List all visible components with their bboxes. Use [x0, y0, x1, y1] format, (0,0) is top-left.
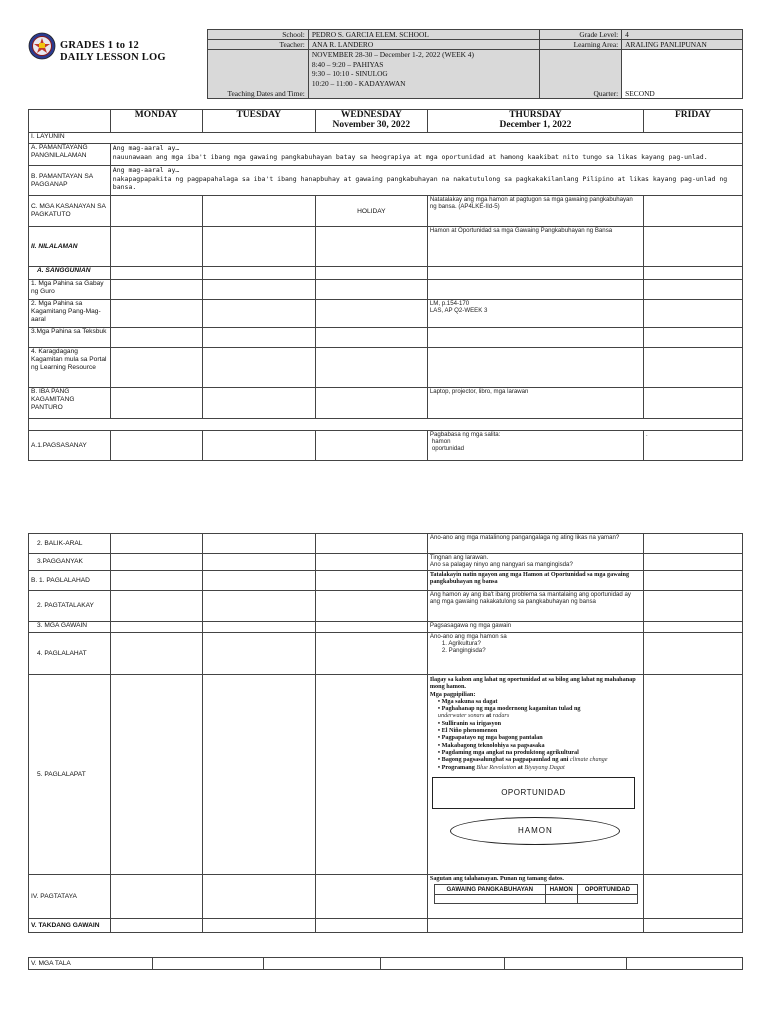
row-label-balik-aral: 2. BALIK-ARAL	[29, 534, 111, 554]
row-label-pagtatalakay: 2. PAGTATALAKAY	[29, 591, 111, 622]
cell-wednesday	[315, 388, 427, 419]
cell-friday	[643, 571, 742, 591]
pagtataya-cell	[577, 895, 637, 904]
cell-monday	[110, 554, 202, 571]
lesson-log-table-bottom	[28, 533, 743, 933]
cell-friday	[643, 267, 742, 280]
holiday-label: HOLIDAY	[315, 196, 427, 227]
cell-wednesday	[315, 591, 427, 622]
teaching-dates-label: Teaching Dates and Time:	[208, 50, 309, 99]
cell-friday	[643, 919, 742, 933]
day-date: November 30, 2022	[332, 120, 411, 130]
day-header-friday: FRIDAY	[643, 110, 742, 133]
grade-level-label: Grade Level:	[540, 30, 622, 40]
text-line: Tingnan ang larawan.	[429, 554, 489, 561]
kasanayan-thursday: Natatalakay ang mga hamon at pagtugon sa mga gawaing pangkabuhayan ng bansa. (AP4LKE-IId-5)	[427, 196, 643, 227]
cell-wednesday	[315, 875, 427, 919]
hamon-oval: HAMON	[450, 817, 620, 845]
cell-tuesday	[202, 591, 315, 622]
day-header-wednesday	[315, 110, 427, 133]
row-label-paglalapat: 5. PAGLALAPAT	[29, 675, 111, 875]
paglalapat-instructions: Ilagay sa kahon ang lahat ng oportunidad at sa bilog ang lahat ng mahahanap mong hamon.	[429, 676, 636, 691]
cell-tuesday	[202, 431, 315, 461]
pagsasanay-thursday	[427, 431, 643, 461]
cell-tuesday	[202, 554, 315, 571]
grade-level-value: 4	[622, 30, 743, 40]
quarter-value: SECOND	[622, 50, 743, 99]
cell-wednesday	[315, 571, 427, 591]
row-label-pagsasanay: A.1.PAGSASANAY	[29, 431, 111, 461]
text-line: hamon	[431, 438, 451, 446]
row-label-karagdagang-kagamitan: 4. Karagdagang Kagamitan mula sa Portal ng Learning Resource	[29, 348, 111, 388]
teaching-dates-value	[308, 50, 540, 99]
pagtatalakay-thursday: Ang hamon ay ang iba't ibang problema sa mantalaing ang oportunidad ay ang mga gawaing nakakatulong sa pangkabuhayan ng bansa	[427, 591, 643, 622]
cell-tuesday	[202, 388, 315, 419]
row-label-pamantayang-pangnilalaman: A. PAMANTAYANG PANGNILALAMAN	[29, 144, 111, 166]
cell-monday	[110, 919, 202, 933]
cell-monday	[110, 267, 202, 280]
cell-wednesday	[315, 431, 427, 461]
row-label-nilalaman: II. NILALAMAN	[29, 227, 111, 267]
text-line: LAS, AP Q2-WEEK 3	[429, 307, 488, 315]
deped-seal-icon	[28, 32, 56, 60]
day-date: December 1, 2022	[499, 120, 572, 130]
row-label-takdang-gawain: V. TAKDANG GAWAIN	[29, 919, 111, 933]
day-header-monday: MONDAY	[110, 110, 202, 133]
teaching-dates-line: 9:30 – 10:10 - SINULOG	[311, 69, 388, 79]
cell-wednesday	[315, 554, 427, 571]
cell-monday	[110, 591, 202, 622]
pamantayang-pangnilalaman-text	[110, 144, 742, 166]
row-label-teksbuk: 3.Mga Pahina sa Teksbuk	[29, 328, 111, 348]
cell-friday	[643, 348, 742, 388]
pamantayan-pagganap-text	[110, 166, 742, 196]
cell-friday	[643, 280, 742, 300]
text-line: 2. Pangingisda?	[441, 647, 486, 655]
text-line: oportunidad	[431, 445, 465, 453]
cell-friday	[643, 622, 742, 633]
cell-friday	[643, 300, 742, 328]
teacher-label: Teacher:	[208, 40, 309, 50]
cell-monday	[110, 280, 202, 300]
cell-monday	[110, 571, 202, 591]
lesson-log-table-top	[28, 109, 743, 461]
corner-cell	[29, 110, 111, 133]
cell-friday	[643, 633, 742, 675]
cell-tuesday	[202, 622, 315, 633]
row-label-gabay-guro: 1. Mga Pahina sa Gabay ng Guro	[29, 280, 111, 300]
cell-friday	[643, 388, 742, 419]
lesson-log-table-notes	[28, 957, 743, 970]
cell-friday	[643, 591, 742, 622]
pagtataya-cell	[545, 895, 577, 904]
cell-wednesday	[315, 328, 427, 348]
row-label-pamantayan-pagganap: B. PAMANTAYAN SA PAGGANAP	[29, 166, 111, 196]
cell-tuesday	[263, 958, 380, 970]
cell-tuesday	[202, 919, 315, 933]
cell-tuesday	[202, 227, 315, 267]
cell-thursday	[427, 328, 643, 348]
cell-tuesday	[202, 348, 315, 388]
text-line: Pagbabasa ng mga salita:	[429, 431, 501, 438]
text-line: Ano-ano ang mga hamon sa	[429, 633, 507, 640]
row-label-pagtataya: IV. PAGTATAYA	[29, 875, 111, 919]
paglalapat-choices-label: Mga pagpipilian:	[429, 690, 476, 698]
section-layunin: I. LAYUNIN	[29, 133, 743, 144]
list-item: • Pagpapatayo ng mga bagong pantalan	[438, 734, 641, 741]
cell-monday	[110, 534, 202, 554]
row-label-kasanayan: C. MGA KASANAYAN SA PAGKATUTO	[29, 196, 111, 227]
cell-friday	[643, 675, 742, 875]
list-item: • Pagdaming mga angkat na produktong agrikultural	[438, 749, 641, 756]
list-item: • Sulliranin sa irigasyon	[438, 720, 641, 727]
cell-tuesday	[202, 280, 315, 300]
cell-wednesday	[380, 958, 505, 970]
list-item: • Mga sakuna sa dagat	[438, 698, 641, 705]
cell-friday	[643, 196, 742, 227]
cell-tuesday	[202, 675, 315, 875]
paglalahat-thursday	[427, 633, 643, 675]
cell-tuesday	[202, 571, 315, 591]
row-label-paglalahad: B. 1. PAGLALAHAD	[29, 571, 111, 591]
cell-monday	[110, 328, 202, 348]
day-name: WEDNESDAY	[340, 110, 402, 120]
cell-wednesday	[315, 622, 427, 633]
cell-friday	[643, 227, 742, 267]
cell-monday	[110, 675, 202, 875]
cell-friday	[643, 554, 742, 571]
text-line: nakapagpapakita ng pagpapahalaga sa iba't ibang hanapbuhay at gawaing pangkabuhayan na nakatutulong sa pagkakakilanlang Pilipino at likas kayang pag-unlad ng bansa.	[112, 174, 728, 191]
school-label: School:	[208, 30, 309, 40]
text-line: Ang mag-aaral ay…	[112, 166, 180, 174]
list-item: • Makabagong teknolohiya sa pagsasaka	[438, 742, 641, 749]
list-item: • Bagong pagsasalunghat sa pagpapaunlad ng ani climate change	[438, 756, 641, 763]
cell-tuesday	[202, 267, 315, 280]
pagtataya-table	[434, 884, 638, 904]
cell-tuesday	[202, 196, 315, 227]
nilalaman-thursday: Hamon at Oportunidad sa mga Gawaing Pangkabuhayan ng Bansa	[427, 227, 643, 267]
cell-monday	[110, 633, 202, 675]
header-info-table	[207, 29, 743, 99]
cell-wednesday	[315, 675, 427, 875]
text-line: Ano sa palagay ninyo ang nangyari sa mangingisda?	[429, 561, 573, 569]
iba-pang-thursday: Laptop, projector, libro, mga larawan	[427, 388, 643, 419]
cell-wednesday	[315, 300, 427, 328]
row-label-mga-gawain: 3. MGA GAWAIN	[29, 622, 111, 633]
cell-thursday	[427, 348, 643, 388]
cell-friday	[643, 534, 742, 554]
cell-monday	[110, 622, 202, 633]
school-value: PEDRO S. GARCIA ELEM. SCHOOL	[308, 30, 540, 40]
cell-wednesday	[315, 267, 427, 280]
row-label-sanggunian: A. SANGGUNIAN	[29, 267, 111, 280]
cell-monday	[110, 227, 202, 267]
cell-thursday	[427, 919, 643, 933]
cell-monday	[110, 431, 202, 461]
balik-aral-thursday: Ano-ano ang mga matalinong pangangalaga ng ating likas na yaman?	[427, 534, 643, 554]
paglalapat-thursday	[427, 675, 643, 875]
text-line: 1. Agrikultura?	[441, 640, 481, 648]
form-title-line1: GRADES 1 to 12	[60, 40, 139, 51]
cell-friday	[643, 328, 742, 348]
text-line: LM, p.154-170	[429, 300, 470, 307]
day-header-thursday	[427, 110, 643, 133]
cell-wednesday	[315, 534, 427, 554]
cell-wednesday	[315, 633, 427, 675]
cell-tuesday	[202, 328, 315, 348]
row-label-mga-tala: V. MGA TALA	[29, 958, 153, 970]
cell-wednesday	[315, 919, 427, 933]
cell-thursday	[427, 267, 643, 280]
list-item: • Programang Blue Revolution at Biyayang Dagat	[438, 764, 641, 771]
pagganyak-thursday	[427, 554, 643, 571]
teaching-dates-line: NOVEMBER 28-30 – December 1-2, 2022 (WEEK 4)	[311, 50, 474, 59]
teaching-dates-line: 10:20 – 11:00 - KADAYAWAN	[311, 78, 406, 88]
teacher-value: ANA R. LANDERO	[308, 40, 540, 50]
oportunidad-box: OPORTUNIDAD	[432, 777, 635, 809]
paglalahad-thursday: Tatalakayin natin ngayon ang mga Hamon at Oportunidad sa mga gawaing pangkabuhayan ng bansa	[427, 571, 643, 591]
pagtataya-col-header: HAMON	[545, 885, 577, 895]
form-title-line2: DAILY LESSON LOG	[60, 52, 166, 63]
list-item: • El Niño phenomenon	[438, 727, 641, 734]
learning-area-value: ARALING PANLIPUNAN	[622, 40, 743, 50]
row-label-pagganyak: 3.PAGGANYAK	[29, 554, 111, 571]
cell-wednesday	[315, 280, 427, 300]
cell-monday	[110, 300, 202, 328]
row-label-iba-pang-kagamitan: B. IBA PANG KAGAMITANG PANTURO	[29, 388, 111, 419]
pagtataya-thursday	[427, 875, 643, 919]
cell-tuesday	[202, 534, 315, 554]
cell-wednesday	[315, 227, 427, 267]
spacer-row	[29, 419, 743, 431]
paglalapat-choices-list	[430, 698, 641, 771]
row-label-paglalahat: 4. PAGLALAHAT	[29, 633, 111, 675]
cell-monday	[110, 875, 202, 919]
cell-friday	[627, 958, 743, 970]
cell-monday	[110, 388, 202, 419]
text-line: Ang mag-aaral ay…	[112, 144, 180, 152]
pagtataya-cell	[434, 895, 545, 904]
cell-friday	[643, 875, 742, 919]
quarter-label: Quarter:	[540, 50, 622, 99]
teaching-dates-line: 8:40 – 9:20 – PAHIYAS	[311, 59, 384, 69]
learning-area-label: Learning Area:	[540, 40, 622, 50]
text-line: nauunawaan ang mga iba't ibang mga gawaing pangkabuhayan batay sa heograpiya at mga oportunidad at hamong kaakibat nito tungo sa likas kayang pag-unlad.	[112, 152, 708, 161]
cell-thursday	[505, 958, 627, 970]
cell-thursday	[427, 280, 643, 300]
pagtataya-col-header: OPORTUNIDAD	[577, 885, 637, 895]
day-name: THURSDAY	[509, 110, 562, 120]
cell-monday	[110, 196, 202, 227]
pagtataya-col-header: GAWAING PANGKABUHAYAN	[434, 885, 545, 895]
day-header-tuesday: TUESDAY	[202, 110, 315, 133]
cell-tuesday	[202, 300, 315, 328]
cell-wednesday	[315, 348, 427, 388]
gawain-thursday: Pagsasagawa ng mga gawain	[427, 622, 643, 633]
pagtataya-instructions: Sagutan ang talahanayan. Punan ng tamang datos.	[429, 875, 564, 882]
row-label-kagamitang-pang-mag-aaral: 2. Mga Pahina sa Kagamitang Pang-Mag-aaral	[29, 300, 111, 328]
cell-monday	[110, 348, 202, 388]
cell-monday	[152, 958, 263, 970]
kagamitang-thursday	[427, 300, 643, 328]
pagsasanay-friday: .	[643, 431, 742, 461]
cell-tuesday	[202, 875, 315, 919]
list-item: • Paghahanap ng mga modernong kagamitan tulad ng underwater sonars at radars	[438, 705, 641, 720]
cell-tuesday	[202, 633, 315, 675]
